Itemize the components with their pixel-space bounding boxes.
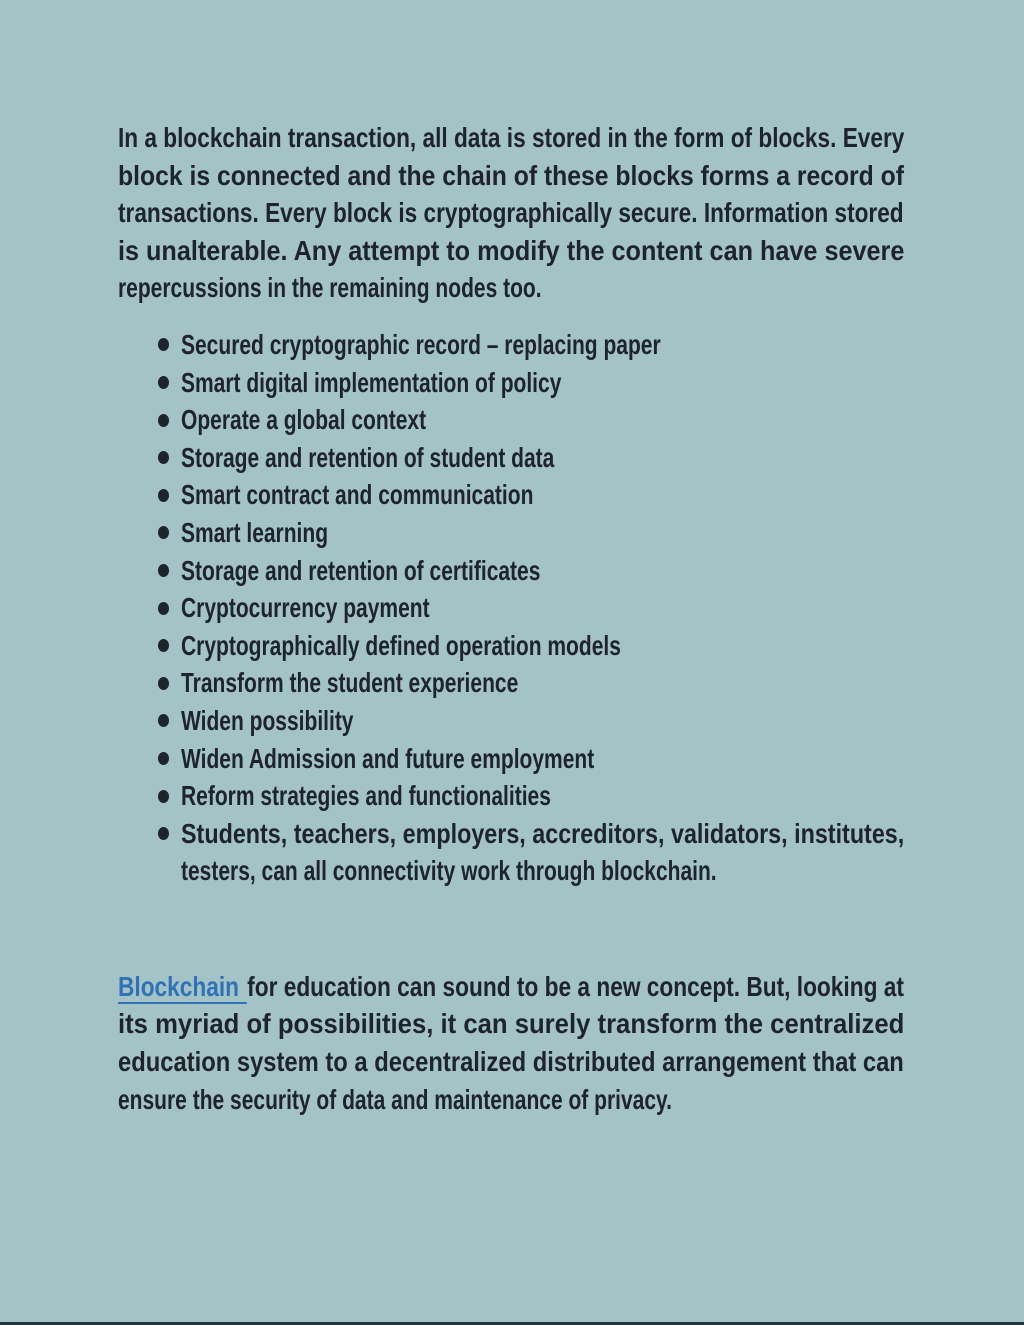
list-item-label: Storage and retention of certificates bbox=[181, 554, 541, 586]
bullet-icon bbox=[158, 526, 169, 539]
bullet-icon bbox=[158, 338, 169, 351]
paragraph-line: its myriad of possibilities, it can surely transform the centralized bbox=[118, 1008, 905, 1040]
paragraph-line-text: for education can sound to be a new concept. But, looking at bbox=[247, 970, 904, 1002]
list-item-label: Reform strategies and functionalities bbox=[181, 780, 551, 812]
list-item-label: Smart learning bbox=[181, 516, 329, 548]
list-item bbox=[118, 439, 904, 477]
closing-paragraph bbox=[118, 968, 904, 1118]
list-item-label: Students, teachers, employers, accreditors, validators, institutes, bbox=[181, 817, 905, 849]
list-item bbox=[118, 401, 904, 439]
list-item bbox=[118, 740, 904, 778]
bullet-icon bbox=[158, 714, 169, 727]
list-item-label: Operate a global context bbox=[181, 404, 427, 436]
intro-paragraph bbox=[118, 119, 904, 307]
list-item-label: Smart digital implementation of policy bbox=[181, 366, 562, 398]
bullet-icon bbox=[158, 752, 169, 765]
slide-content bbox=[118, 119, 904, 1118]
paragraph-line: block is connected and the chain of these blocks forms a record of bbox=[118, 159, 904, 191]
bullet-icon bbox=[158, 489, 169, 502]
list-item bbox=[118, 589, 904, 627]
bullet-icon bbox=[158, 376, 169, 389]
list-item-label: testers, can all connectivity work through blockchain. bbox=[181, 855, 717, 887]
paragraph-line: transactions. Every block is cryptographically secure. Information stored bbox=[118, 197, 904, 229]
bullet-icon bbox=[158, 451, 169, 464]
list-item-label: Widen possibility bbox=[181, 704, 354, 736]
paragraph-line: ensure the security of data and maintenance of privacy. bbox=[118, 1083, 672, 1115]
list-item-label: Storage and retention of student data bbox=[181, 441, 555, 473]
benefits-list bbox=[118, 326, 904, 890]
list-item bbox=[118, 514, 904, 552]
list-item bbox=[118, 664, 904, 702]
list-item bbox=[118, 815, 904, 890]
bullet-icon bbox=[158, 564, 169, 577]
list-item-label: Smart contract and communication bbox=[181, 479, 534, 511]
list-item-label: Secured cryptographic record – replacing paper bbox=[181, 328, 661, 360]
list-item bbox=[118, 476, 904, 514]
bullet-icon bbox=[158, 414, 169, 427]
list-item-label: Transform the student experience bbox=[181, 667, 519, 699]
list-item-label: Cryptographically defined operation models bbox=[181, 629, 621, 661]
bullet-icon bbox=[158, 639, 169, 652]
list-item bbox=[118, 326, 904, 364]
paragraph-line: is unalterable. Any attempt to modify the content can have severe bbox=[118, 234, 905, 266]
list-item bbox=[118, 702, 904, 740]
list-item bbox=[118, 777, 904, 815]
paragraph-line bbox=[118, 968, 904, 1006]
bullet-icon bbox=[158, 790, 169, 803]
bullet-icon bbox=[158, 827, 169, 840]
bullet-icon bbox=[158, 677, 169, 690]
list-item bbox=[118, 627, 904, 665]
list-item-label: Widen Admission and future employment bbox=[181, 742, 595, 774]
list-item bbox=[118, 364, 904, 402]
bullet-icon bbox=[158, 602, 169, 615]
paragraph-line: education system to a decentralized distributed arrangement that can bbox=[118, 1046, 904, 1078]
list-item-label: Cryptocurrency payment bbox=[181, 592, 430, 624]
paragraph-line: repercussions in the remaining nodes too. bbox=[118, 272, 542, 304]
blockchain-link[interactable]: Blockchain bbox=[118, 971, 247, 1004]
paragraph-line: In a blockchain transaction, all data is stored in the form of blocks. Every bbox=[118, 122, 905, 153]
list-item bbox=[118, 552, 904, 590]
